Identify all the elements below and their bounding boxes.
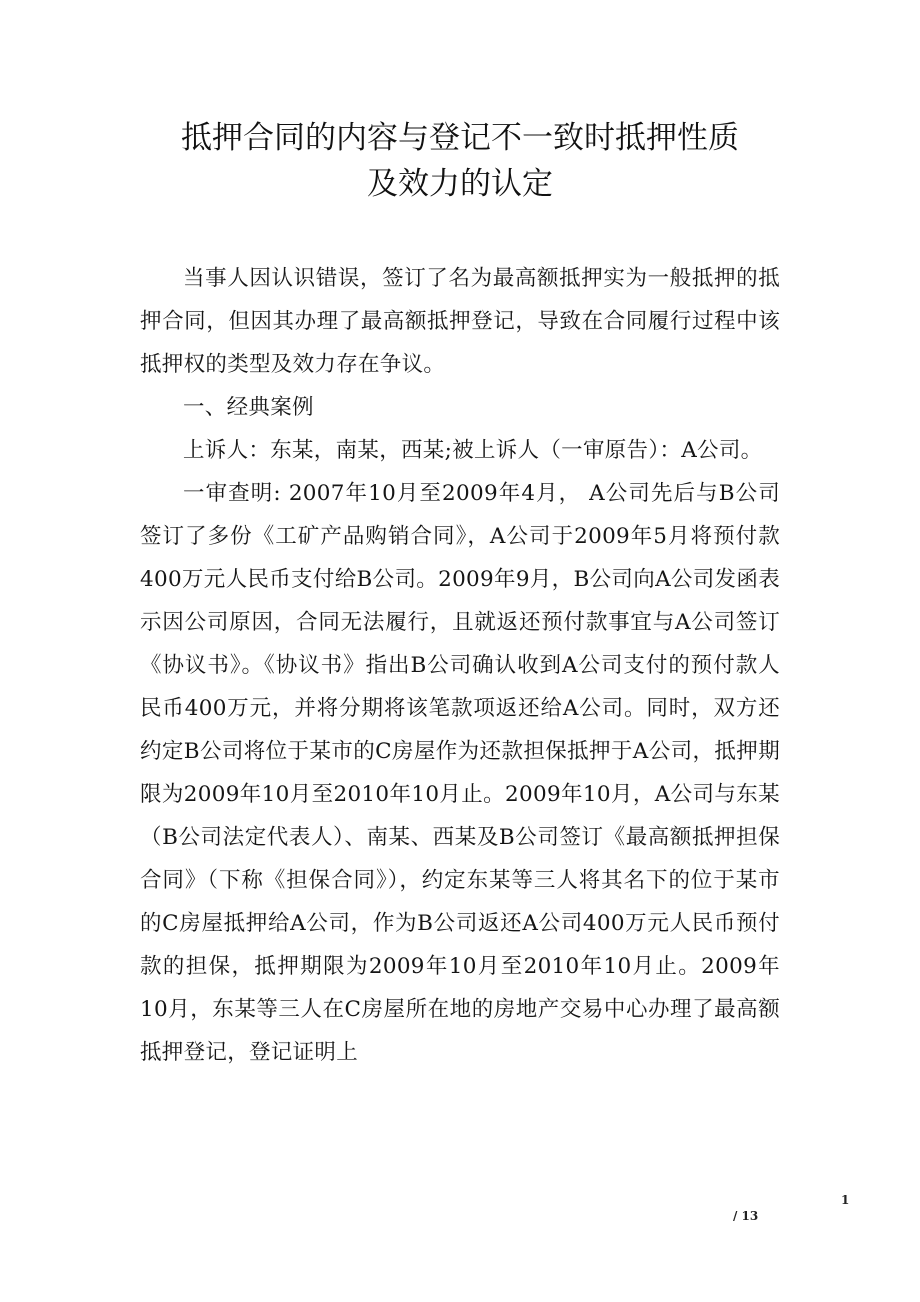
document-title-line-1: 抵押合同的内容与登记不一致时抵押性质 bbox=[181, 120, 739, 156]
paragraph-first-instance-findings: 一审查明: 2007年10月至2009年4月， A公司先后与B公司签订了多份《工矿产品购销合同》，A公司于2009年5月将预付款400万元人民币支付给B公司。2009年9月，B公司向A公司发函表示因公司原因，合同无法履行，且就返还预付款事宜与A公司签订《协议书》。《协议书》指出B公司确认收到A公司支付的预付款人民币400万元，并将分期将该笔款项返还给A公司。同时，双方还约定B公司将位于某市的C房屋作为还款担保抵押于A公司，抵押期限为2009年10月至2010年10月止。2009年10月，A公司与东某（B公司法定代表人）、南某、西某及B公司签订《最高额抵押担保合同》（下称《担保合同》），约定东某等三人将其名下的位于某市的C房屋抵押给A公司，作为B公司返还A公司400万元人民币预付款的担保，抵押期限为2009年10月至2010年10月止。2009年10月，东某等三人在C房屋所在地的房地产交易中心办理了最高额抵押登记，登记证明上 bbox=[140, 481, 780, 1065]
page-total: / 13 bbox=[733, 1209, 759, 1223]
paragraph-intro: 当事人因认识错误，签订了名为最高额抵押实为一般抵押的抵押合同，但因其办理了最高额抵押登记，导致在合同履行过程中该抵押权的类型及效力存在争议。 bbox=[140, 266, 780, 377]
document-body bbox=[140, 257, 780, 1074]
document-title-line-2: 及效力的认定 bbox=[367, 166, 553, 202]
page-number: 1 bbox=[841, 1193, 850, 1207]
section-heading-classic-case: 一、经典案例 bbox=[183, 395, 314, 420]
paragraph-parties: 上诉人：东某，南某，西某;被上诉人（一审原告）：A公司。 bbox=[183, 438, 763, 463]
